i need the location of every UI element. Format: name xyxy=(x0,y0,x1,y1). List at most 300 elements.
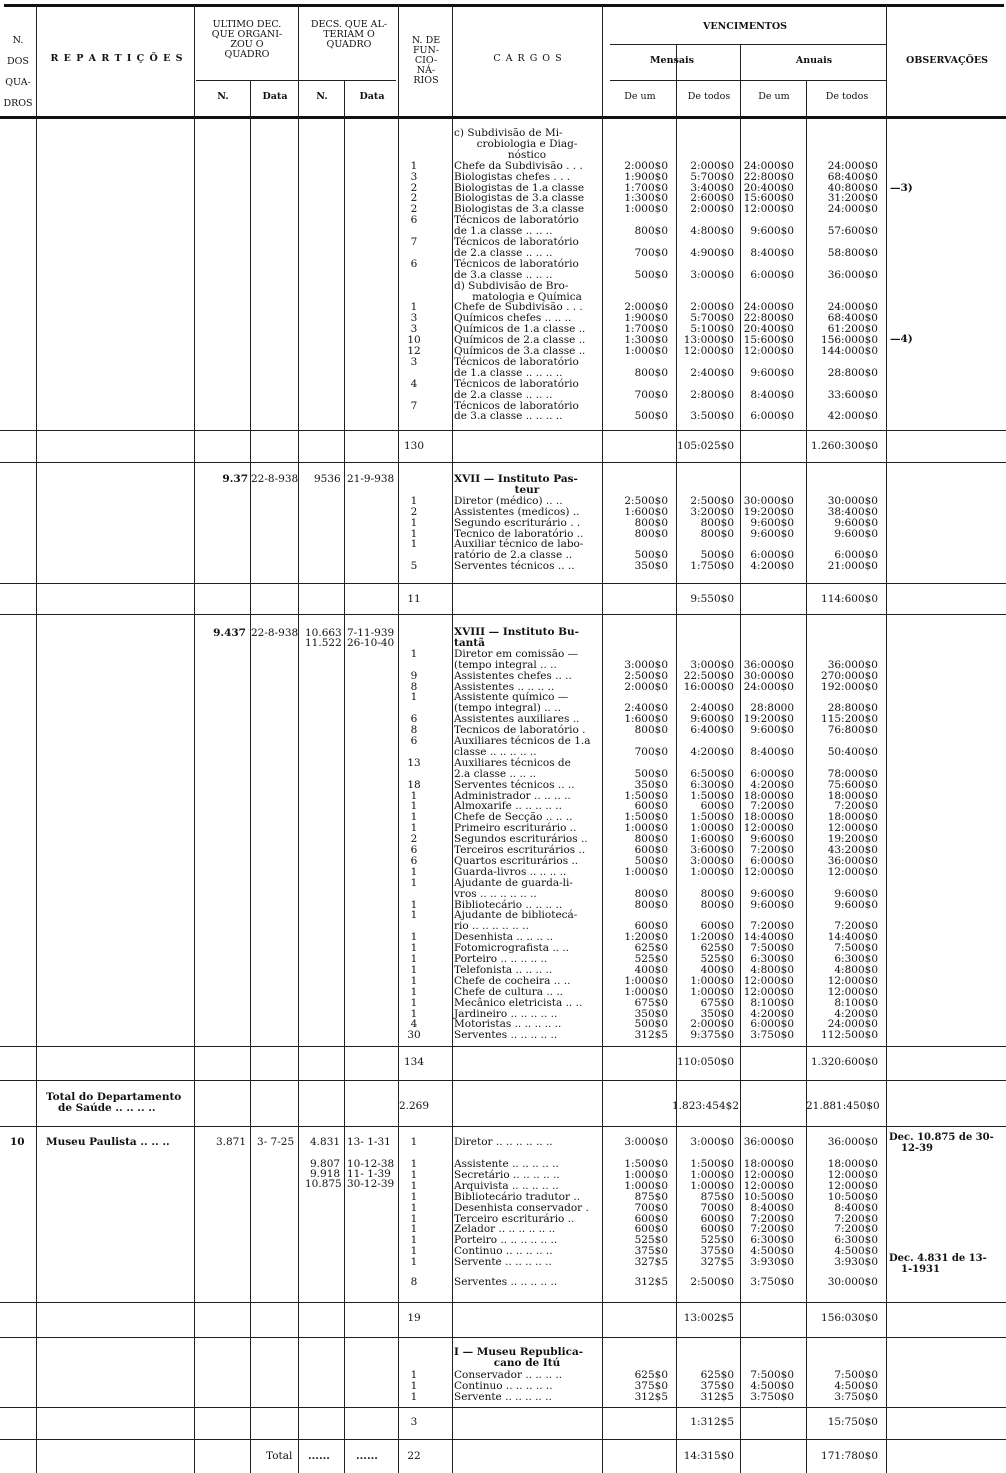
decs-data: 21-9-938 xyxy=(347,473,395,485)
cargo-name: Diretor (médico) .. .. xyxy=(454,494,563,507)
anual-de-um: 12:000$0 xyxy=(743,1179,794,1192)
mensal-de-todos: 3:000$0 xyxy=(690,854,734,867)
vencimentos-rule xyxy=(610,44,886,45)
anual-de-um: 9:600$0 xyxy=(750,887,794,900)
anual-de-um: 22:800$0 xyxy=(743,312,794,325)
funcionarios-count: 7 xyxy=(410,236,418,248)
anual-de-um: 7:500$0 xyxy=(750,942,794,955)
cargo-name: Técnicos de laboratório xyxy=(454,355,579,368)
mensal-de-todos: 5:700$0 xyxy=(690,312,734,325)
anual-de-um: 6:000$0 xyxy=(750,410,794,423)
mensal-de-um: 1:000$0 xyxy=(624,1179,668,1192)
funcionarios-count: 1 xyxy=(410,953,418,965)
mensal-de-um: 675$0 xyxy=(634,996,668,1009)
cargo-name: d) Subdivisão de Bro- xyxy=(454,279,569,292)
total-n: 11 xyxy=(407,593,421,605)
anual-de-um: 6:000$0 xyxy=(750,1018,794,1031)
decs-data: 30-12-39 xyxy=(347,1178,395,1190)
anual-de-todos: 12:000$0 xyxy=(827,985,878,998)
cargo-name: de 3.a classe .. .. .. .. xyxy=(454,410,563,423)
final-total-label: Total xyxy=(266,1450,293,1462)
header-anuais: Anuais xyxy=(795,55,833,66)
anual-de-todos: 18:000$0 xyxy=(827,789,878,802)
funcionarios-count: 6 xyxy=(410,257,418,270)
mensal-de-um: 500$0 xyxy=(634,767,668,780)
decs-sub-rule xyxy=(196,80,396,81)
anual-de-todos: 42:000$0 xyxy=(827,410,878,423)
mensal-de-todos: 1:000$0 xyxy=(690,985,734,998)
rule xyxy=(0,1302,1006,1303)
rule xyxy=(0,1046,1006,1047)
mensal-de-um: 800$0 xyxy=(634,516,668,529)
anual-de-todos: 75:600$0 xyxy=(827,778,878,791)
mensal-de-um: 2:000$0 xyxy=(624,680,668,693)
cargo-name: Conservador .. .. .. .. xyxy=(454,1369,563,1381)
mensal-de-todos: 6:400$0 xyxy=(690,724,734,737)
mensal-de-um: 1:000$0 xyxy=(624,345,668,357)
col-rule xyxy=(452,6,453,1473)
funcionarios-count: 12 xyxy=(407,345,421,357)
col-rule xyxy=(344,80,345,1473)
anual-de-um: 18:000$0 xyxy=(743,811,794,824)
mensal-de-um: 327$5 xyxy=(634,1256,668,1269)
mensal-de-todos: 1:000$0 xyxy=(690,865,734,878)
ultimo-dec-n: 9.37 xyxy=(222,473,248,485)
mensal-de-todos: 4:900$0 xyxy=(690,246,734,259)
total-n: 130 xyxy=(403,440,425,452)
anual-de-todos: 9:600$0 xyxy=(834,887,878,900)
ultimo-dec-data: 3- 7-25 xyxy=(257,1136,295,1148)
anual-de-um: 18:000$0 xyxy=(743,789,794,802)
mensal-de-um: 1:600$0 xyxy=(624,713,668,726)
funcionarios-count: 1 xyxy=(410,865,418,878)
anual-de-todos: 68:400$0 xyxy=(827,170,878,183)
anual-de-um: 3:750$0 xyxy=(750,1390,794,1403)
mensal-de-um: 2:000$0 xyxy=(624,301,668,314)
mensal-de-todos: 9:600$0 xyxy=(690,713,734,726)
funcionarios-count: 2 xyxy=(410,192,418,205)
anual-de-todos: 30:000$0 xyxy=(827,494,878,507)
funcionarios-count: 1 xyxy=(410,538,418,551)
anual-de-um: 6:000$0 xyxy=(750,767,794,780)
mensal-de-um: 1:000$0 xyxy=(624,974,668,987)
total-n: 3 xyxy=(410,1416,418,1428)
anual-de-todos: 76:800$0 xyxy=(827,724,878,737)
funcionarios-count: 1 xyxy=(410,1256,418,1269)
mensal-de-um: 800$0 xyxy=(634,225,668,238)
col-rule xyxy=(602,6,603,1473)
cargo-name: Biologistas de 3.a classe xyxy=(454,203,585,216)
total-anual: 1.260:300$0 xyxy=(811,440,878,452)
anual-de-um: 12:000$0 xyxy=(743,203,794,216)
anual-de-um: 22:800$0 xyxy=(743,170,794,183)
funcionarios-count: 8 xyxy=(410,1276,418,1288)
final-total-n: 22 xyxy=(407,1450,421,1462)
funcionarios-count: 18 xyxy=(407,778,421,791)
cargo-name: Segundos escriturários .. xyxy=(454,833,588,846)
funcionarios-count: 1 xyxy=(410,527,418,540)
funcionarios-count: 2 xyxy=(410,181,418,194)
mensal-de-um: 600$0 xyxy=(634,920,668,933)
mensal-de-todos: 4:800$0 xyxy=(690,225,734,238)
anual-de-todos: 12:000$0 xyxy=(827,974,878,987)
rule xyxy=(0,1439,1006,1440)
funcionarios-count: 1 xyxy=(410,942,418,955)
cargo-name: Continuo .. .. .. .. .. xyxy=(454,1245,553,1258)
funcionarios-count: 1 xyxy=(410,1223,418,1236)
anual-de-todos: 3:750$0 xyxy=(834,1390,878,1403)
cargo-name: Fotomicrografista .. .. xyxy=(454,942,570,955)
mensal-de-todos: 2:400$0 xyxy=(690,366,734,379)
anual-de-todos: 57:600$0 xyxy=(827,225,878,238)
mensal-de-um: 1:500$0 xyxy=(624,1158,668,1170)
anual-de-um: 30:000$0 xyxy=(743,494,794,507)
funcionarios-count: 1 xyxy=(410,516,418,529)
cargo-name: Serventes .. .. .. .. .. xyxy=(454,1276,558,1288)
total-departamento-label: Total do Departamento de Saúde .. .. .. .. xyxy=(46,1091,182,1114)
header-ultimo-dec: ULTIMO DEC. QUE ORGANI- ZOU O QUADRO xyxy=(211,19,283,60)
anual-de-um: 3:750$0 xyxy=(750,1029,794,1042)
mensal-de-um: 1:300$0 xyxy=(624,192,668,205)
mensal-de-um: 625$0 xyxy=(634,1369,668,1381)
header-cargos: C A R G O S xyxy=(493,53,563,64)
cargo-name: Chefe de cocheira .. .. xyxy=(454,974,571,987)
cargo-name: tantã xyxy=(454,636,485,649)
anual-de-todos: 7:200$0 xyxy=(834,800,878,813)
funcionarios-count: 1 xyxy=(410,1136,418,1148)
mensal-de-todos: 800$0 xyxy=(700,527,734,540)
anual-de-todos: 28:800$0 xyxy=(827,702,878,715)
cargo-name: Chefe de cultura .. .. xyxy=(454,985,564,998)
mensal-de-todos: 4:200$0 xyxy=(690,745,734,758)
anual-de-todos: 24:000$0 xyxy=(827,203,878,216)
anual-de-todos: 10:500$0 xyxy=(827,1190,878,1203)
funcionarios-count: 1 xyxy=(410,974,418,987)
anual-de-um: 6:300$0 xyxy=(750,1234,794,1247)
ultimo-dec-n: 3.871 xyxy=(215,1136,246,1148)
anual-de-todos: 7:200$0 xyxy=(834,1212,878,1225)
funcionarios-count: 1 xyxy=(410,985,418,998)
mensal-de-todos: 6:300$0 xyxy=(690,778,734,791)
mensal-de-todos: 350$0 xyxy=(700,1007,734,1020)
total-mensal: 9:550$0 xyxy=(690,593,734,605)
cargo-name: Porteiro .. .. .. .. .. .. xyxy=(454,1234,558,1247)
header-ultimo-n: N. xyxy=(217,91,229,102)
anual-de-todos: 19:200$0 xyxy=(827,833,878,846)
mensal-de-um: 525$0 xyxy=(634,953,668,965)
funcionarios-count: 1 xyxy=(410,1201,418,1214)
cargo-name: Diretor em comissão — xyxy=(454,647,579,660)
final-total-dots: ...... xyxy=(308,1450,330,1462)
mensal-de-todos: 700$0 xyxy=(700,1201,734,1214)
mensal-de-um: 600$0 xyxy=(634,844,668,856)
obs-note: —3) xyxy=(890,182,913,194)
anual-de-um: 12:000$0 xyxy=(743,865,794,878)
anual-de-um: 28:8000 xyxy=(750,702,794,715)
rule xyxy=(0,1407,1006,1408)
mensal-de-um: 350$0 xyxy=(634,560,668,573)
anual-de-um: 20:400$0 xyxy=(743,181,794,194)
cargo-name: de 3.a classe .. .. .. xyxy=(454,268,553,281)
anual-de-um: 14:400$0 xyxy=(743,931,794,944)
anual-de-um: 30:000$0 xyxy=(743,669,794,682)
funcionarios-count: 4 xyxy=(410,377,418,390)
anual-de-todos: 36:000$0 xyxy=(827,1136,878,1148)
anual-de-todos: 7:200$0 xyxy=(834,920,878,933)
cargo-name: Químicos chefes .. .. .. xyxy=(454,312,572,325)
mensal-de-um: 1:000$0 xyxy=(624,985,668,998)
mensal-de-todos: 312$5 xyxy=(700,1390,734,1403)
funcionarios-count: 4 xyxy=(410,1018,418,1031)
mensal-de-um: 312$5 xyxy=(634,1276,668,1288)
cargo-name: de 2.a classe .. .. .. xyxy=(454,388,553,401)
mensal-de-todos: 1:000$0 xyxy=(690,974,734,987)
mensal-de-um: 600$0 xyxy=(634,800,668,813)
anual-de-um: 12:000$0 xyxy=(743,345,794,357)
mensal-de-todos: 600$0 xyxy=(700,920,734,933)
mensal-de-todos: 525$0 xyxy=(700,953,734,965)
cargo-name: Terceiros escriturários .. xyxy=(454,844,586,856)
anual-de-um: 9:600$0 xyxy=(750,225,794,238)
cargo-name: Assistente .. .. .. .. .. xyxy=(454,1158,559,1170)
mensal-de-um: 1:000$0 xyxy=(624,865,668,878)
col-rule xyxy=(886,6,887,1473)
cargo-name: Técnicos de laboratório xyxy=(454,377,579,390)
mensal-de-todos: 800$0 xyxy=(700,887,734,900)
funcionarios-count: 1 xyxy=(410,1234,418,1247)
cargo-name: Técnicos de laboratório xyxy=(454,214,579,227)
cargo-name: Assistentes (medicos) .. xyxy=(454,505,580,518)
cargo-name: Bibliotecário tradutor .. xyxy=(454,1190,580,1203)
anual-de-todos: 40:800$0 xyxy=(827,181,878,194)
anual-de-um: 7:200$0 xyxy=(750,920,794,933)
anual-de-todos: 4:800$0 xyxy=(834,963,878,976)
funcionarios-count: 3 xyxy=(410,312,418,325)
anual-de-todos: 7:200$0 xyxy=(834,1223,878,1236)
mensal-de-um: 375$0 xyxy=(634,1379,668,1392)
anual-de-todos: 4:200$0 xyxy=(834,1007,878,1020)
mensal-de-um: 375$0 xyxy=(634,1245,668,1258)
mensal-de-um: 1:500$0 xyxy=(624,811,668,824)
decs-data: 26-10-40 xyxy=(347,637,395,649)
anual-de-todos: 6:300$0 xyxy=(834,953,878,965)
anual-de-todos: 43:200$0 xyxy=(827,844,878,856)
header-ultimo-data: Data xyxy=(262,91,288,102)
header-mensal-de-todos: De todos xyxy=(687,91,731,102)
mensal-de-todos: 13:000$0 xyxy=(683,334,734,347)
anual-de-um: 12:000$0 xyxy=(743,1168,794,1181)
header-observacoes: OBSERVAÇÕES xyxy=(906,55,988,66)
anual-de-todos: 7:500$0 xyxy=(834,942,878,955)
anual-de-todos: 12:000$0 xyxy=(827,1168,878,1181)
cargo-name: Assistentes .. .. .. .. xyxy=(454,680,555,693)
cargo-name: Motoristas .. .. .. .. .. xyxy=(454,1018,562,1031)
rule xyxy=(0,1080,1006,1081)
funcionarios-count: 1 xyxy=(410,1369,418,1381)
anual-de-um: 4:800$0 xyxy=(750,963,794,976)
mensal-de-um: 700$0 xyxy=(634,1201,668,1214)
mensal-de-um: 312$5 xyxy=(634,1029,668,1042)
cargo-name: (tempo integral .. .. xyxy=(454,658,557,671)
anual-de-todos: 6:000$0 xyxy=(834,549,878,562)
funcionarios-count: 6 xyxy=(410,713,418,726)
anual-de-um: 12:000$0 xyxy=(743,974,794,987)
cargo-name: Químicos de 3.a classe .. xyxy=(454,345,586,357)
rule xyxy=(0,430,1006,431)
obs-note: Dec. 4.831 de 13- 1-1931 xyxy=(889,1253,987,1275)
funcionarios-count: 1 xyxy=(410,909,418,922)
anual-de-todos: 28:800$0 xyxy=(827,366,878,379)
mensal-de-todos: 800$0 xyxy=(700,898,734,911)
funcionarios-count: 1 xyxy=(410,1245,418,1258)
anual-de-todos: 61:200$0 xyxy=(827,323,878,336)
cargo-name: Desenhista conservador . xyxy=(454,1201,589,1214)
cargo-name: Jardineiro .. .. .. .. .. xyxy=(454,1007,558,1020)
mensal-de-todos: 3:400$0 xyxy=(690,181,734,194)
mensal-de-todos: 1:500$0 xyxy=(690,811,734,824)
mensal-de-um: 700$0 xyxy=(634,246,668,259)
anual-de-um: 9:600$0 xyxy=(750,833,794,846)
cargo-name: Servente .. .. .. .. .. xyxy=(454,1390,552,1403)
mensal-de-um: 800$0 xyxy=(634,527,668,540)
mensal-de-todos: 2:500$0 xyxy=(690,494,734,507)
anual-de-todos: 115:200$0 xyxy=(821,713,878,726)
mensal-de-todos: 1:600$0 xyxy=(690,833,734,846)
anual-de-todos: 58:800$0 xyxy=(827,246,878,259)
funcionarios-count: 1 xyxy=(410,1158,418,1170)
cargo-name: Ajudante de bibliotecá- xyxy=(454,909,578,922)
mensal-de-um: 800$0 xyxy=(634,724,668,737)
anual-de-um: 24:000$0 xyxy=(743,159,794,172)
mensal-de-todos: 1:500$0 xyxy=(690,1158,734,1170)
anual-de-todos: 4:500$0 xyxy=(834,1245,878,1258)
anual-de-todos: 156:000$0 xyxy=(821,334,878,347)
cargo-name: Secretário .. .. .. .. .. xyxy=(454,1168,560,1181)
mensal-de-um: 700$0 xyxy=(634,388,668,401)
anual-de-um: 7:500$0 xyxy=(750,1369,794,1381)
anual-de-todos: 9:600$0 xyxy=(834,516,878,529)
funcionarios-count: 2 xyxy=(410,833,418,846)
cargo-name: Auxiliares técnicos de xyxy=(454,756,571,769)
mensal-de-um: 3:000$0 xyxy=(624,658,668,671)
mensal-de-um: 2:500$0 xyxy=(624,669,668,682)
mensal-de-todos: 3:000$0 xyxy=(690,1136,734,1148)
cargo-name: XVII — Instituto Pas- xyxy=(454,473,578,485)
decs-n: 11.522 xyxy=(305,637,342,649)
cargo-name: Auxiliar técnico de labo- xyxy=(454,538,584,551)
anual-de-todos: 270:000$0 xyxy=(821,669,878,682)
anual-de-todos: 24:000$0 xyxy=(827,159,878,172)
header-anual-de-todos: De todos xyxy=(825,91,869,102)
mensal-de-um: 1:900$0 xyxy=(624,312,668,325)
mensal-de-todos: 1:000$0 xyxy=(690,1179,734,1192)
mensal-de-todos: 375$0 xyxy=(700,1379,734,1392)
header-n-funcionarios: N. DE FUN- CIO- NÁ- RIOS xyxy=(411,35,441,86)
funcionarios-count: 6 xyxy=(410,735,418,747)
cargo-name: Desenhista .. .. .. .. xyxy=(454,931,554,944)
mensal-de-um: 600$0 xyxy=(634,1223,668,1236)
mensal-de-um: 1:500$0 xyxy=(624,789,668,802)
mensal-de-todos: 5:700$0 xyxy=(690,170,734,183)
total-departamento-mensal: 1.823:454$2 xyxy=(672,1100,739,1112)
anual-de-um: 7:200$0 xyxy=(750,1212,794,1225)
anual-de-um: 12:000$0 xyxy=(743,985,794,998)
cargo-name: Diretor .. .. .. .. .. .. xyxy=(454,1136,553,1148)
anual-de-todos: 33:600$0 xyxy=(827,388,878,401)
cargo-name: Serventes técnicos .. .. xyxy=(454,778,575,791)
anual-de-todos: 14:400$0 xyxy=(827,931,878,944)
funcionarios-count: 1 xyxy=(410,811,418,824)
funcionarios-count: 1 xyxy=(410,1212,418,1225)
mensal-de-um: 3:000$0 xyxy=(624,1136,668,1148)
funcionarios-count: 8 xyxy=(410,724,418,737)
mensal-de-um: 2:000$0 xyxy=(624,159,668,172)
mensal-de-todos: 2:600$0 xyxy=(690,192,734,205)
mensal-de-um: 1:700$0 xyxy=(624,181,668,194)
anual-de-um: 18:000$0 xyxy=(743,1158,794,1170)
anual-de-todos: 36:000$0 xyxy=(827,268,878,281)
final-total-mensal: 14:315$0 xyxy=(683,1450,734,1462)
anual-de-todos: 112:500$0 xyxy=(821,1029,878,1042)
mensal-de-todos: 22:500$0 xyxy=(683,669,734,682)
funcionarios-count: 1 xyxy=(410,898,418,911)
cargo-name: classe .. .. .. .. .. xyxy=(454,745,537,758)
mensal-de-um: 500$0 xyxy=(634,410,668,423)
funcionarios-count: 1 xyxy=(410,301,418,314)
total-mensal: 1:312$5 xyxy=(690,1416,734,1428)
mensal-de-todos: 1:000$0 xyxy=(690,822,734,835)
anual-de-todos: 8:400$0 xyxy=(834,1201,878,1214)
funcionarios-count: 6 xyxy=(410,214,418,227)
mensal-de-um: 525$0 xyxy=(634,1234,668,1247)
cargo-name: Primeiro escriturário .. xyxy=(454,822,577,835)
anual-de-todos: 18:000$0 xyxy=(827,811,878,824)
col-rule xyxy=(250,80,251,1473)
total-n: 134 xyxy=(403,1056,425,1068)
funcionarios-count: 1 xyxy=(410,876,418,889)
anual-de-um: 3:750$0 xyxy=(750,1276,794,1288)
mensal-de-um: 1:200$0 xyxy=(624,931,668,944)
anual-de-todos: 18:000$0 xyxy=(827,1158,878,1170)
anual-de-um: 12:000$0 xyxy=(743,822,794,835)
anual-de-um: 6:000$0 xyxy=(750,854,794,867)
cargo-name: ratório de 2.a classe .. xyxy=(454,549,573,562)
cargo-name: nóstico xyxy=(507,148,547,161)
mensal-de-um: 800$0 xyxy=(634,833,668,846)
mensal-de-todos: 2:000$0 xyxy=(690,203,734,216)
anual-de-todos: 9:600$0 xyxy=(834,527,878,540)
header-anual-de-um: De um xyxy=(758,91,790,102)
anual-de-um: 4:500$0 xyxy=(750,1379,794,1392)
rule xyxy=(0,462,1006,463)
cargo-name: Biologistas de 1.a classe xyxy=(454,181,585,194)
anual-de-todos: 6:300$0 xyxy=(834,1234,878,1247)
anual-de-todos: 31:200$0 xyxy=(827,192,878,205)
anual-de-todos: 12:000$0 xyxy=(827,822,878,835)
mensal-de-um: 1:300$0 xyxy=(624,334,668,347)
mensal-de-todos: 12:000$0 xyxy=(683,345,734,357)
final-total-anual: 171:780$0 xyxy=(821,1450,878,1462)
funcionarios-count: 1 xyxy=(410,1379,418,1392)
cargo-name: teur xyxy=(514,483,540,496)
anual-de-um: 8:400$0 xyxy=(750,1201,794,1214)
funcionarios-count: 30 xyxy=(407,1029,421,1042)
total-mensal: 105:025$0 xyxy=(677,440,734,452)
funcionarios-count: 1 xyxy=(410,963,418,976)
mensal-de-todos: 1:000$0 xyxy=(690,1168,734,1181)
header-reparticoes: R E P A R T I Ç Õ E S xyxy=(50,53,184,64)
funcionarios-count: 6 xyxy=(410,854,418,867)
